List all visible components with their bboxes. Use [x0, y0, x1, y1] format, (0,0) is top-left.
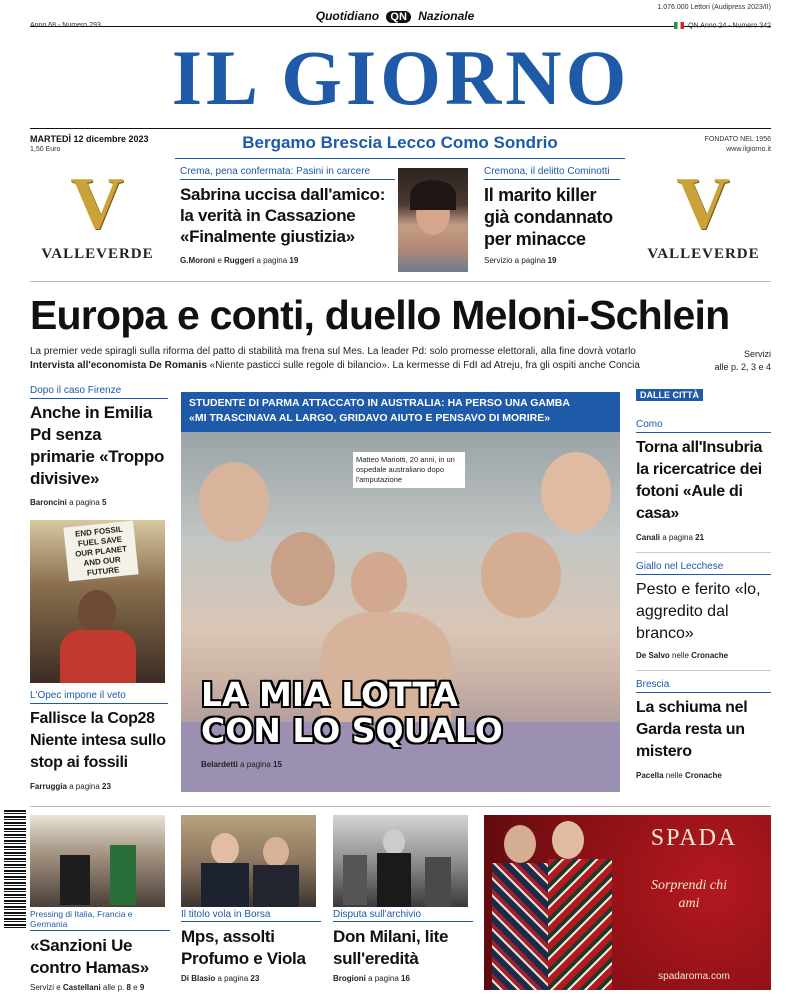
- story-byline: Brogioni a pagina 16: [333, 974, 410, 983]
- date: MARTEDÌ 12 dicembre 2023: [30, 134, 149, 144]
- story-kicker: Giallo nel Lecchese: [636, 561, 724, 572]
- story-kicker: L'Opec impone il veto: [30, 690, 126, 701]
- feature-banner: STUDENTE DI PARMA ATTACCATO IN AUSTRALIA: HA PERSO UNA GAMBA «MI TRASCINAVA AL LARGO, GRIDAVO AIUTO E PENSAVO DI MORIRE»: [181, 392, 620, 432]
- story-kicker: Disputa sull'archivio: [333, 909, 422, 920]
- story-byline: Farruggia a pagina 23: [30, 782, 111, 791]
- valleverde-brand: VALLEVERDE: [647, 246, 760, 262]
- story-byline: Servizio a pagina 19: [484, 256, 557, 265]
- valleverde-ad-left[interactable]: [30, 163, 165, 272]
- masthead-rule: [30, 128, 771, 129]
- section-dalle-citta: DALLE CITTÀ: [636, 389, 703, 401]
- story-byline: Baroncini a pagina 5: [30, 498, 107, 507]
- story-insubria[interactable]: [636, 419, 771, 542]
- spada-tagline: Sorprendi chi ami: [650, 878, 728, 911]
- don-milani-photo: [333, 815, 468, 907]
- story-kicker: Il titolo vola in Borsa: [181, 909, 271, 920]
- website[interactable]: www.ilgiorno.it: [726, 146, 771, 153]
- top-rule: [30, 26, 771, 27]
- story-kicker: Pressing di Italia, Francia e Germania: [30, 909, 133, 929]
- qn-nazionale: Nazionale: [418, 9, 475, 23]
- story-headline[interactable]: Torna all'Insubria la ricercatrice dei fotoni «Aule di casa»: [636, 439, 763, 522]
- valleverde-v-logo: V: [70, 163, 124, 245]
- story-headline[interactable]: Pesto e ferito «lo, aggredito dal branco»: [636, 581, 761, 642]
- story-headline[interactable]: Anche in Emilia Pd senza primarie «Troppo divisive»: [30, 403, 165, 488]
- qn-header: [290, 9, 500, 23]
- spada-logo: SPADA: [650, 825, 738, 851]
- story-garda[interactable]: [636, 679, 771, 780]
- right-column: [636, 385, 771, 780]
- edition-cities: Bergamo Brescia Lecco Como Sondrio: [242, 133, 558, 152]
- shark-feature[interactable]: [181, 392, 620, 792]
- story-byline: Di Blasio a pagina 23: [181, 974, 260, 983]
- story-kicker: Como: [636, 419, 663, 430]
- founded: FONDATO NEL 1956: [704, 136, 771, 143]
- lead-headline[interactable]: Europa e conti, duello Meloni-Schlein: [30, 292, 730, 338]
- story-hamas[interactable]: [30, 909, 170, 992]
- story-headline[interactable]: La schiuma nel Garda resta un mistero: [636, 699, 748, 760]
- mps-photo: [181, 815, 316, 907]
- barcode: [4, 810, 26, 930]
- story-byline: Pacella nelle Cronache: [636, 771, 722, 780]
- top-story-cominotti[interactable]: [484, 166, 620, 272]
- lead-summary: La premier vede spiragli sulla riforma del patto di stabilità ma frena sul Mes. La leader Pd: solo promesse elettorali, alla fine dovrà votarlo Intervista all'economista De Romanis «Niente pasticci sulle regole di bilancio». La kermesse di FdI ad Atreju, fra gli ospiti anche Concia: [30, 346, 640, 371]
- readers-count: 1.076.000 Lettori (Audipress 2023/II): [657, 4, 771, 11]
- italy-flag-icon: [674, 22, 684, 29]
- story-headline[interactable]: Don Milani, lite sull'eredità: [333, 927, 449, 968]
- story-kicker: Brescia: [636, 679, 670, 690]
- story-byline: Servizi e Castellani alle p. 8 e 9: [30, 983, 145, 992]
- story-mps[interactable]: [181, 909, 321, 983]
- feature-byline: Belardetti a pagina 15: [201, 760, 282, 769]
- valleverde-ad-right[interactable]: [636, 163, 771, 272]
- story-lecchese[interactable]: [636, 561, 771, 660]
- story-cop28[interactable]: [30, 690, 168, 791]
- spada-models-photo: [492, 819, 612, 990]
- hospital-photo: [181, 432, 620, 792]
- valleverde-brand: VALLEVERDE: [41, 246, 154, 262]
- story-headline[interactable]: Fallisce la Cop28 Niente intesa sullo stop ai fossili: [30, 710, 166, 771]
- spada-ad[interactable]: [484, 815, 771, 990]
- feature-big-title: LA MIA LOTTA CON LO SQUALO: [201, 675, 503, 750]
- spada-url[interactable]: spadaroma.com: [658, 971, 730, 982]
- issue-right: QN Anno 24 - Numero 342: [674, 22, 771, 29]
- price: 1,50 Euro: [30, 146, 61, 153]
- story-byline: De Salvo nelle Cronache: [636, 651, 729, 660]
- story-headline[interactable]: Il marito killer già condannato per minacce: [484, 185, 613, 249]
- photo-caption: Matteo Mariotti, 20 anni, in un ospedale australiano dopo l'amputazione: [353, 452, 465, 488]
- story-kicker: Dopo il caso Firenze: [30, 385, 122, 396]
- story-kicker: Cremona, il delitto Cominotti: [484, 166, 610, 177]
- edition-rule: [175, 158, 625, 159]
- newspaper-title[interactable]: IL GIORNO: [171, 34, 631, 121]
- hamas-photo: [30, 815, 165, 907]
- story-emilia-pd[interactable]: [30, 385, 168, 507]
- lead-services: Servizi alle p. 2, 3 e 4: [714, 349, 771, 372]
- issue-left: Anno 68 - Numero 293: [30, 22, 101, 29]
- story-don-milani[interactable]: [333, 909, 473, 983]
- masthead: [0, 0, 801, 160]
- cop28-protest-photo: [30, 520, 165, 683]
- sabrina-photo: [398, 168, 468, 272]
- qn-logo: QN: [386, 11, 411, 23]
- story-kicker: Crema, pena confermata: Pasini in carcere: [180, 166, 371, 177]
- story-headline[interactable]: Mps, assolti Profumo e Viola: [181, 927, 306, 968]
- qn-quotidiano: Quotidiano: [315, 9, 380, 23]
- valleverde-v-logo: V: [676, 163, 730, 245]
- story-byline: Canali a pagina 21: [636, 533, 705, 542]
- top-story-pasini[interactable]: [180, 166, 395, 272]
- story-headline[interactable]: Sabrina uccisa dall'amico: la verità in Cassazione «Finalmente giustizia»: [180, 185, 386, 246]
- story-byline: G.Moroni e Ruggeri a pagina 19: [180, 256, 299, 265]
- story-headline[interactable]: «Sanzioni Ue contro Hamas»: [30, 936, 149, 977]
- protest-sign: END FOSSIL FUEL SAVE OUR PLANET AND OUR FUTURE: [63, 520, 138, 581]
